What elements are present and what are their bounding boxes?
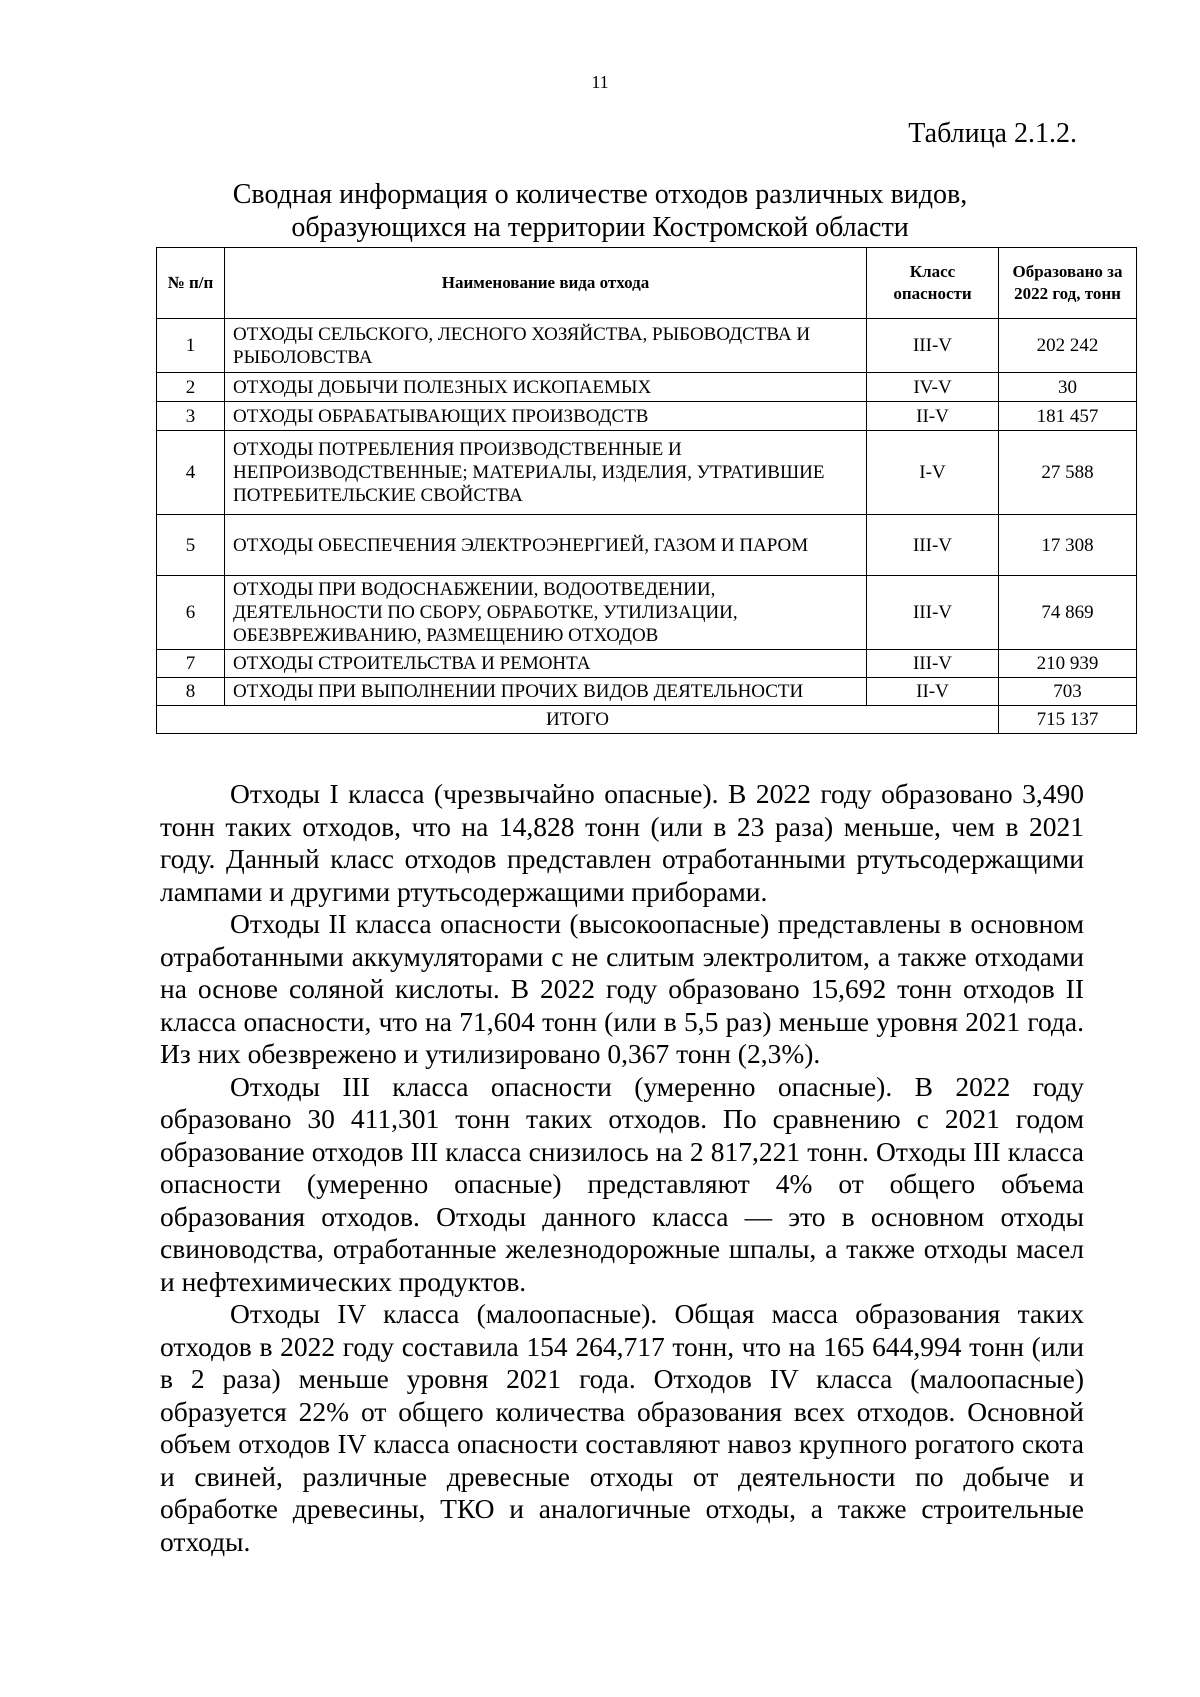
table-row xyxy=(157,402,1137,431)
row-amount: 17 308 xyxy=(999,515,1137,576)
header-class: Класс опасности xyxy=(867,248,999,319)
table-row xyxy=(157,576,1137,650)
row-num: 3 xyxy=(157,402,225,431)
table-row xyxy=(157,319,1137,373)
row-num: 7 xyxy=(157,650,225,678)
row-name: ОТХОДЫ СЕЛЬСКОГО, ЛЕСНОГО ХОЗЯЙСТВА, РЫБОВОДСТВА И РЫБОЛОВСТВА xyxy=(225,319,867,373)
table-row xyxy=(157,650,1137,678)
table-row xyxy=(157,678,1137,706)
row-class: II-V xyxy=(867,678,999,706)
row-amount: 181 457 xyxy=(999,402,1137,431)
row-class: I-V xyxy=(867,431,999,515)
row-amount: 27 588 xyxy=(999,431,1137,515)
row-num: 5 xyxy=(157,515,225,576)
row-class: III-V xyxy=(867,515,999,576)
table-label: Таблица 2.1.2. xyxy=(908,118,1077,149)
row-name: ОТХОДЫ ПРИ ВЫПОЛНЕНИИ ПРОЧИХ ВИДОВ ДЕЯТЕЛЬНОСТИ xyxy=(225,678,867,706)
paragraph-class-4: Отходы IV класса (малоопасные). Общая масса образования таких отходов в 2022 году составила 154 264,717 тонн, что на 165 644,994 тонн (или в 2 раза) меньше уровня 2021 года. Отходов IV класса (малоопасные) образуется 22% от общего количества образования всех отходов. Основной объем отходов IV класса опасности составляют навоз крупного рогатого скота и свиней, различные древесные отходы от деятельности по добыче и обработке древесины, ТКО и аналогичные отходы, а также строительные отходы. xyxy=(160,1298,1084,1557)
row-name: ОТХОДЫ ОБЕСПЕЧЕНИЯ ЭЛЕКТРОЭНЕРГИЕЙ, ГАЗОМ И ПАРОМ xyxy=(225,515,867,576)
row-amount: 202 242 xyxy=(999,319,1137,373)
paragraph-class-1: Отходы I класса (чрезвычайно опасные). В 2022 году образовано 3,490 тонн таких отходов, что на 14,828 тонн (или в 23 раза) меньше, чем в 2021 году. Данный класс отходов представлен отработанными ртутьсодержащими лампами и другими ртутьсодержащими приборами. xyxy=(160,778,1084,907)
row-num: 2 xyxy=(157,373,225,402)
row-num: 6 xyxy=(157,576,225,650)
row-class: III-V xyxy=(867,576,999,650)
row-name: ОТХОДЫ ДОБЫЧИ ПОЛЕЗНЫХ ИСКОПАЕМЫХ xyxy=(225,373,867,402)
table-header-row xyxy=(157,248,1137,319)
table-row xyxy=(157,515,1137,576)
table-title: Сводная информация о количестве отходов различных видов, образующихся на территории Костромской области xyxy=(232,179,968,243)
row-num: 1 xyxy=(157,319,225,373)
total-value: 715 137 xyxy=(999,706,1137,734)
paragraph-class-3: Отходы III класса опасности (умеренно опасные). В 2022 году образовано 30 411,301 тонн таких отходов. По сравнению с 2021 годом образование отходов III класса снизилось на 2 817,221 тонн. Отходы III класса опасности (умеренно опасные) представляют 4% от общего объема образования отходов. Отходы данного класса — это в основном отходы свиноводства, отработанные железнодорожные шпалы, а также отходы масел и нефтехимических продуктов. xyxy=(160,1070,1084,1297)
row-amount: 210 939 xyxy=(999,650,1137,678)
page-number: 11 xyxy=(591,72,609,92)
table-row xyxy=(157,373,1137,402)
row-name: ОТХОДЫ СТРОИТЕЛЬСТВА И РЕМОНТА xyxy=(225,650,867,678)
header-num: № п/п xyxy=(157,248,225,319)
row-class: III-V xyxy=(867,319,999,373)
table-total-row xyxy=(157,706,1137,734)
waste-table xyxy=(156,247,1137,734)
row-name: ОТХОДЫ ПРИ ВОДОСНАБЖЕНИИ, ВОДООТВЕДЕНИИ, ДЕЯТЕЛЬНОСТИ ПО СБОРУ, ОБРАБОТКЕ, УТИЛИЗАЦИИ, ОБЕЗВРЕЖИВАНИЮ, РАЗМЕЩЕНИЮ ОТХОДОВ xyxy=(225,576,867,650)
paragraph-class-2: Отходы II класса опасности (высокоопасные) представлены в основном отработанными аккумуляторами с не слитым электролитом, а также отходами на основе соляной кислоты. В 2022 году образовано 15,692 тонн отходов II класса опасности, что на 71,604 тонн (или в 5,5 раз) меньше уровня 2021 года. Из них обезврежено и утилизировано 0,367 тонн (2,3%). xyxy=(160,908,1084,1069)
row-amount: 30 xyxy=(999,373,1137,402)
row-name: ОТХОДЫ ОБРАБАТЫВАЮЩИХ ПРОИЗВОДСТВ xyxy=(225,402,867,431)
header-amount: Образовано за 2022 год, тонн xyxy=(999,248,1137,319)
row-num: 4 xyxy=(157,431,225,515)
row-class: IV-V xyxy=(867,373,999,402)
body-text xyxy=(160,778,1084,1558)
row-num: 8 xyxy=(157,678,225,706)
row-amount: 703 xyxy=(999,678,1137,706)
row-class: II-V xyxy=(867,402,999,431)
header-name: Наименование вида отхода xyxy=(225,248,867,319)
row-amount: 74 869 xyxy=(999,576,1137,650)
row-name: ОТХОДЫ ПОТРЕБЛЕНИЯ ПРОИЗВОДСТВЕННЫЕ И НЕПРОИЗВОДСТВЕННЫЕ; МАТЕРИАЛЫ, ИЗДЕЛИЯ, УТРАТИВШИЕ ПОТРЕБИТЕЛЬСКИЕ СВОЙСТВА xyxy=(225,431,867,515)
table-row xyxy=(157,431,1137,515)
row-class: III-V xyxy=(867,650,999,678)
total-label: ИТОГО xyxy=(157,706,999,734)
